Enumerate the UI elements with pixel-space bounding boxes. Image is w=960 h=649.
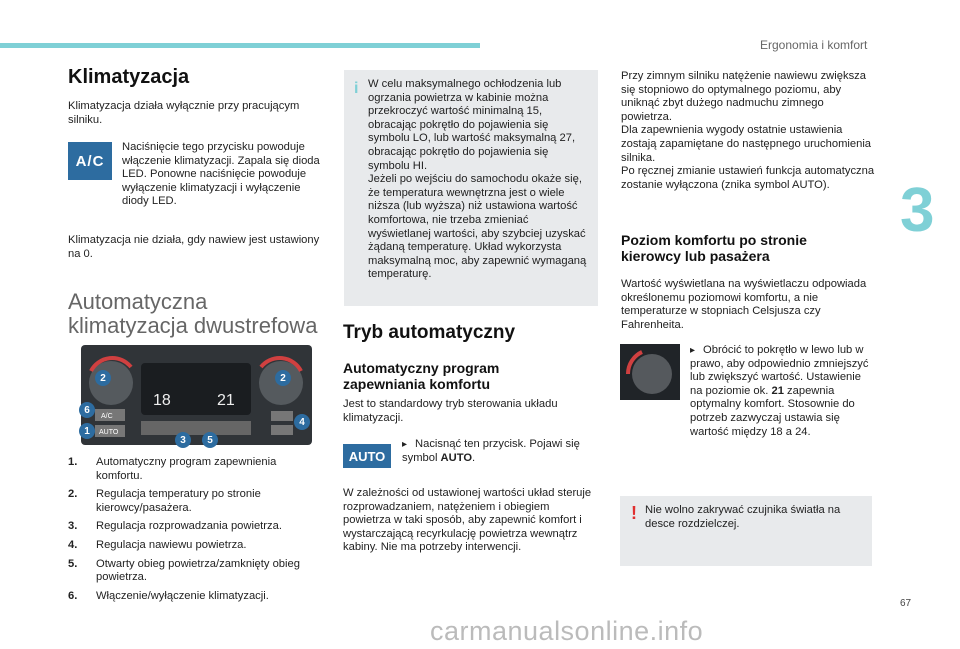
callout-2-left: 2	[95, 370, 111, 386]
knob	[632, 354, 672, 394]
knob-step: ▸ Obrócić to pokrętło w lewo lub w prawo, aby odpowiednio zmniejszyć lub zwiększyć wartość. Ustawienie na poziomie ok. 21 zapewnia optymalny komfort. Stosownie do potrzeb zazwyczaj ustawia się wartość między 18 a 24.	[690, 344, 869, 438]
list-item: 2. Regulacja temperatury po stronie kierowcy/pasażera.	[68, 488, 261, 514]
watermark: carmanualsonline.info	[430, 616, 704, 646]
auto-heading-line2: klimatyzacja dwustrefowa	[68, 313, 318, 338]
list-item: 1. Automatyczny program zapewnienia komfortu.	[68, 456, 277, 482]
info-text: W celu maksymalnego ochłodzenia lub ogrzania powietrza w kabinie można przekroczyć wartość minimalną 15, obracając pokrętło do pojawienia się symbolu LO, lub wartość maksymalną 27, obracając pokrętło do pojawienia się symbolu HI. Jeżeli po wejściu do samochodu okaże się, że temperatura wewnętrzna jest o wiele niższa (lub wyższa) niż ustawiona wartość komfortowa, nie trzeba zmieniać wyświetlanej wartości, aby szybciej uzyskać żądaną temperaturę. Układ wykorzysta maksymalną moc, aby zapewnić wymaganą temperaturę.	[368, 78, 587, 281]
panel-legend-list	[68, 456, 324, 608]
callout-5: 5	[202, 432, 218, 448]
section-title: Ergonomia i komfort	[760, 38, 868, 52]
chapter-number: 3	[900, 176, 935, 245]
step-bullet-icon: ▸	[690, 345, 696, 356]
program-text: Jest to standardowy tryb sterowania układu klimatyzacji.	[343, 398, 558, 424]
warning-icon: !	[631, 503, 637, 523]
auto-key-label: AUTO	[99, 429, 119, 436]
ac-description: Naciśnięcie tego przycisku powoduje włączenie klimatyzacji. Zapala się dioda LED. Ponowne naciśnięcie powoduje wyłączenie klimatyzacji i wyłączenie diody LED.	[122, 141, 320, 208]
callout-2-right: 2	[275, 370, 291, 386]
temp-right: 21	[217, 392, 235, 409]
list-item: 6. Włączenie/wyłączenie klimatyzacji.	[68, 589, 269, 602]
step-bullet-icon: ▸	[402, 439, 408, 450]
callout-1: 1	[79, 423, 95, 439]
climate-panel-illustration	[81, 345, 312, 445]
callout-3: 3	[175, 432, 191, 448]
list-item: 4. Regulacja nawiewu powietrza.	[68, 538, 247, 551]
mode-title: Tryb automatyczny	[343, 322, 516, 343]
knob-illustration	[620, 344, 680, 400]
left-knob	[89, 361, 133, 405]
list-item: 5. Otwarty obieg powietrza/zamknięty obieg powietrza.	[68, 557, 300, 584]
comfort-text: Wartość wyświetlana na wyświetlaczu odpowiada określonemu poziomowi komfortu, a nie temperaturze w stopniach Celsjusza czy Fahrenheita.	[621, 278, 867, 331]
auto-button-icon: AUTO	[343, 444, 391, 468]
header-accent-bar	[0, 43, 480, 48]
auto-description: W zależności od ustawionej wartości układ steruje rozprowadzaniem, natężeniem i obiegiem powietrza w taki sposób, aby zapewnić komfort i wystarczającą recyrkulację powietrza wewnątrz kabiny. Nie ma potrzeby interwencji.	[343, 487, 592, 554]
ac-button-icon: A/C	[68, 142, 112, 180]
callout-4: 4	[294, 414, 310, 430]
list-item: 3. Regulacja rozprowadzania powietrza.	[68, 520, 282, 533]
fan-down-key	[271, 425, 293, 435]
temp-left: 18	[153, 392, 171, 409]
comfort-title: Poziom komfortu po stronie kierowcy lub pasażera	[621, 232, 807, 264]
callout-6: 6	[79, 402, 95, 418]
fan-up-key	[271, 411, 293, 421]
cold-engine-text: Przy zimnym silniku natężenie nawiewu zwiększa się stopniowo do optymalnego poziomu, aby uniknąć zbyt dużego nadmuchu zimnego powietrza. Dla zapewnienia wygody ostatnie ustawienia zostają zapamiętane do następnego uruchomienia silnika. Po ręcznej zmianie ustawień funkcja automatyczna zostanie wyłączona (znika symbol AUTO).	[621, 70, 875, 191]
warning-text: Nie wolno zakrywać czujnika światła na desce rozdzielczej.	[645, 504, 841, 530]
program-title: Automatyczny program zapewniania komfortu	[343, 360, 500, 392]
auto-heading-line1: Automatyczna	[68, 289, 208, 314]
bottom-keys	[141, 421, 251, 435]
auto-heading	[68, 290, 317, 338]
panel-drawing	[81, 345, 312, 445]
ac-key-label: A/C	[101, 413, 113, 420]
title-klimatyzacja: Klimatyzacja	[68, 66, 190, 88]
ac-note: Klimatyzacja nie działa, gdy nawiew jest ustawiony na 0.	[68, 234, 320, 260]
page-number: 67	[900, 598, 912, 609]
auto-step: ▸ Nacisnąć ten przycisk. Pojawi się symbol AUTO.	[402, 438, 580, 464]
intro-text: Klimatyzacja działa wyłącznie przy pracującym silniku.	[68, 100, 300, 126]
knob-drawing	[620, 344, 680, 400]
info-icon: i	[354, 80, 359, 97]
